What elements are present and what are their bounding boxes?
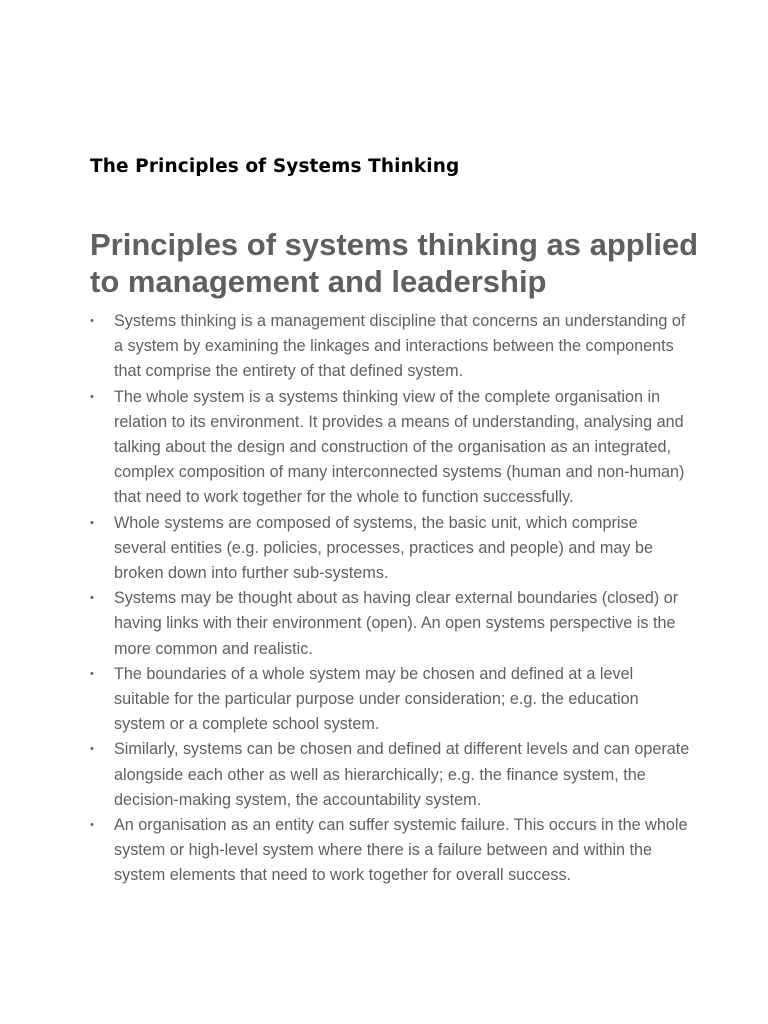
list-item — [90, 813, 690, 889]
bullet-dot-icon: • — [90, 390, 94, 403]
bullet-dot-icon: • — [90, 667, 94, 680]
principles-list — [90, 309, 690, 889]
list-item — [90, 309, 690, 385]
bullet-dot-icon: • — [90, 743, 94, 756]
section-heading: Principles of systems thinking as applied to management and leadership — [90, 227, 699, 299]
list-item-text: Systems thinking is a management discipline that concerns an understanding of a system by examining the linkages and interactions between the components that comprise the entirety of that defined system. — [114, 312, 686, 381]
list-item — [90, 737, 690, 813]
bullet-dot-icon: • — [90, 315, 94, 327]
list-item — [90, 511, 690, 587]
document-title: The Principles of Systems Thinking — [90, 156, 460, 177]
list-item — [90, 662, 690, 738]
list-item-text: The boundaries of a whole system may be chosen and defined at a level suitable for the particular purpose under consideration; e.g. the education system or a complete school system. — [114, 664, 639, 734]
list-item — [90, 385, 690, 511]
bullet-dot-icon: • — [90, 819, 94, 832]
list-item-text: Whole systems are composed of systems, the basic unit, which comprise several entities (e.g. policies, processes, practices and people) and may be broken down into further sub-systems. — [114, 513, 653, 583]
list-item-text: Systems may be thought about as having clear external boundaries (closed) or having links with their environment (open). An open systems perspective is the more common and realistic. — [114, 589, 679, 658]
list-item-text: Similarly, systems can be chosen and defined at different levels and can operate alongside each other as well as hierarchically; e.g. the finance system, the decision-making system, the accountability system. — [114, 740, 690, 809]
bullet-dot-icon: • — [90, 516, 94, 529]
list-item — [90, 586, 690, 662]
list-item-text: An organisation as an entity can suffer systemic failure. This occurs in the whole system or high-level system where there is a failure between and within the system elements that need to work together for overall success. — [114, 816, 688, 885]
bullet-dot-icon: • — [90, 592, 94, 605]
list-item-text: The whole system is a systems thinking view of the complete organisation in relation to its environment. It provides a means of understanding, analysing and talking about the design and construction of the organisation as an integrated, complex composition of many interconnected systems (human and non-human) that need to work together for the whole to function successfully. — [114, 387, 685, 507]
